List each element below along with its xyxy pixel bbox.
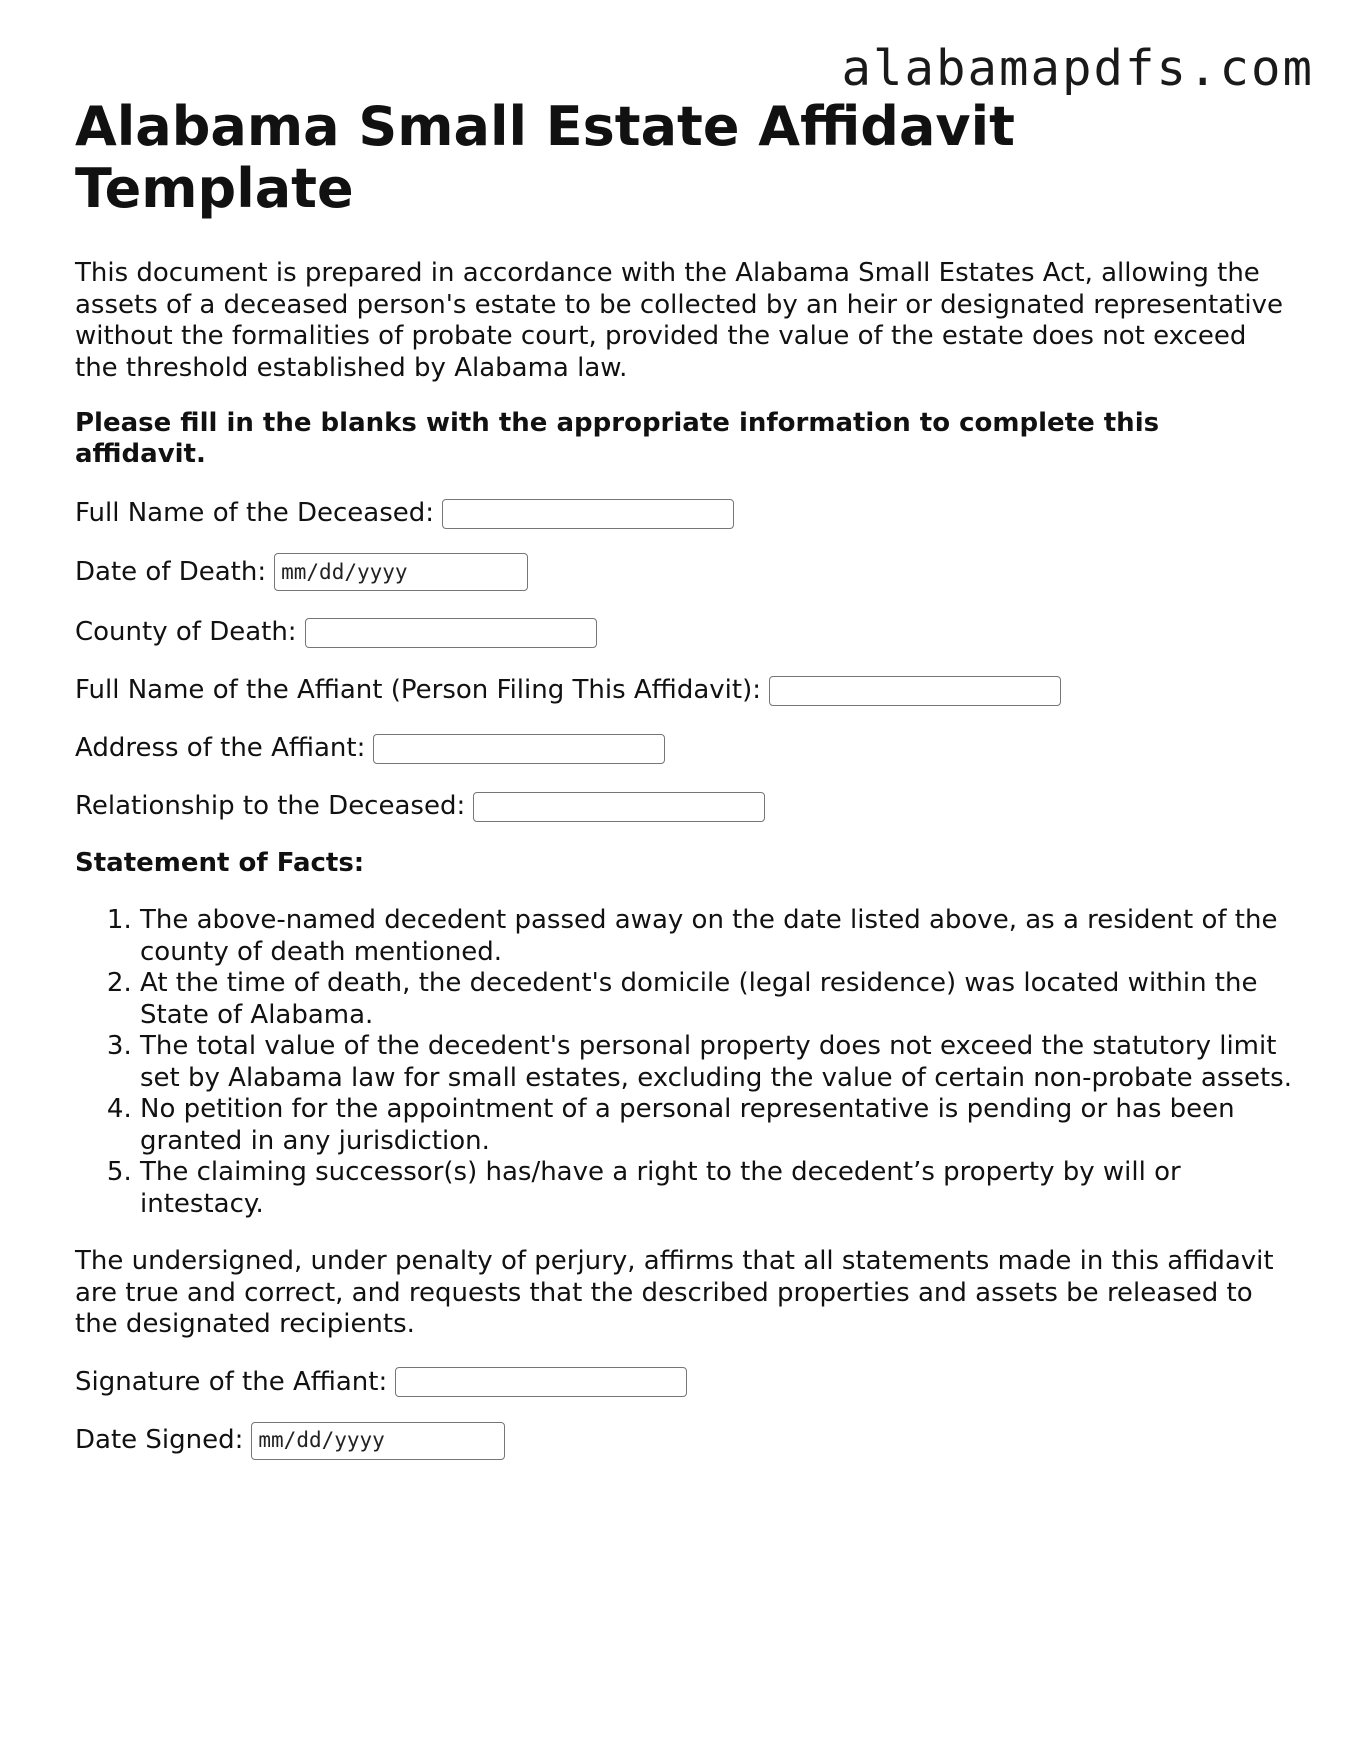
document-title: Alabama Small Estate Affidavit Template [75,95,1015,220]
county-of-death-input[interactable] [305,618,597,648]
signature-label: Signature of the Affiant: [75,1366,388,1397]
site-watermark: alabamapdfs.com [841,40,1314,97]
deceased-name-label: Full Name of the Deceased: [75,498,434,528]
facts-list [75,905,1295,1220]
affiant-name-row [75,675,1295,706]
date-signed-row [75,1422,1295,1460]
fact-item-3: 3. The total value of the decedent's personal property does not exceed the statutory limit set by Alabama law for small estates, excluding the value of certain non-probate assets. [140,1031,1295,1094]
signature-row [75,1367,1295,1398]
affiant-address-label: Address of the Affiant: [75,733,366,763]
signature-input[interactable] [395,1367,687,1397]
affiant-address-input[interactable] [373,734,665,764]
closing-statement: The undersigned, under penalty of perjury, affirms that all statements made in this affidavit are true and correct, and requests that the described properties and assets be released to the designated recipients. [75,1246,1274,1339]
affiant-name-label: Full Name of the Affiant (Person Filing This Affidavit): [75,675,761,705]
fact-item-5: 5. The claiming successor(s) has/have a right to the decedent’s property by will or intestacy. [140,1157,1295,1220]
affiant-address-row [75,733,1295,764]
relationship-label: Relationship to the Deceased: [75,791,466,821]
date-of-death-placeholder: mm/dd/yyyy [281,559,408,584]
date-of-death-input[interactable] [274,553,528,591]
fact-item-2: 2. At the time of death, the decedent's domicile (legal residence) was located within the State of Alabama. [140,968,1295,1031]
date-signed-placeholder: mm/dd/yyyy [258,1428,385,1452]
affidavit-document [75,96,1295,1460]
relationship-row [75,791,1295,822]
statement-of-facts-heading: Statement of Facts: [75,848,365,878]
date-of-death-label: Date of Death: [75,556,267,587]
fact-item-4: 4. No petition for the appointment of a personal representative is pending or has been granted in any jurisdiction. [140,1094,1295,1157]
date-of-death-row [75,553,1295,591]
fact-item-1: 1. The above-named decedent passed away on the date listed above, as a resident of the county of death mentioned. [140,905,1295,968]
deceased-name-input[interactable] [442,499,734,529]
relationship-input[interactable] [473,792,765,822]
date-signed-input[interactable] [251,1422,505,1460]
county-of-death-label: County of Death: [75,617,297,647]
date-signed-label: Date Signed: [75,1425,244,1455]
county-of-death-row [75,617,1295,648]
intro-paragraph: This document is prepared in accordance with the Alabama Small Estates Act, allowing the assets of a deceased person's estate to be collected by an heir or designated representative without the formalities of probate court, provided the value of the estate does not exceed the threshold established by Alabama law. [75,258,1283,383]
deceased-name-row [75,498,1295,529]
affiant-name-input[interactable] [769,676,1061,706]
fill-instructions: Please fill in the blanks with the appropriate information to complete this affidavit. [75,408,1160,469]
